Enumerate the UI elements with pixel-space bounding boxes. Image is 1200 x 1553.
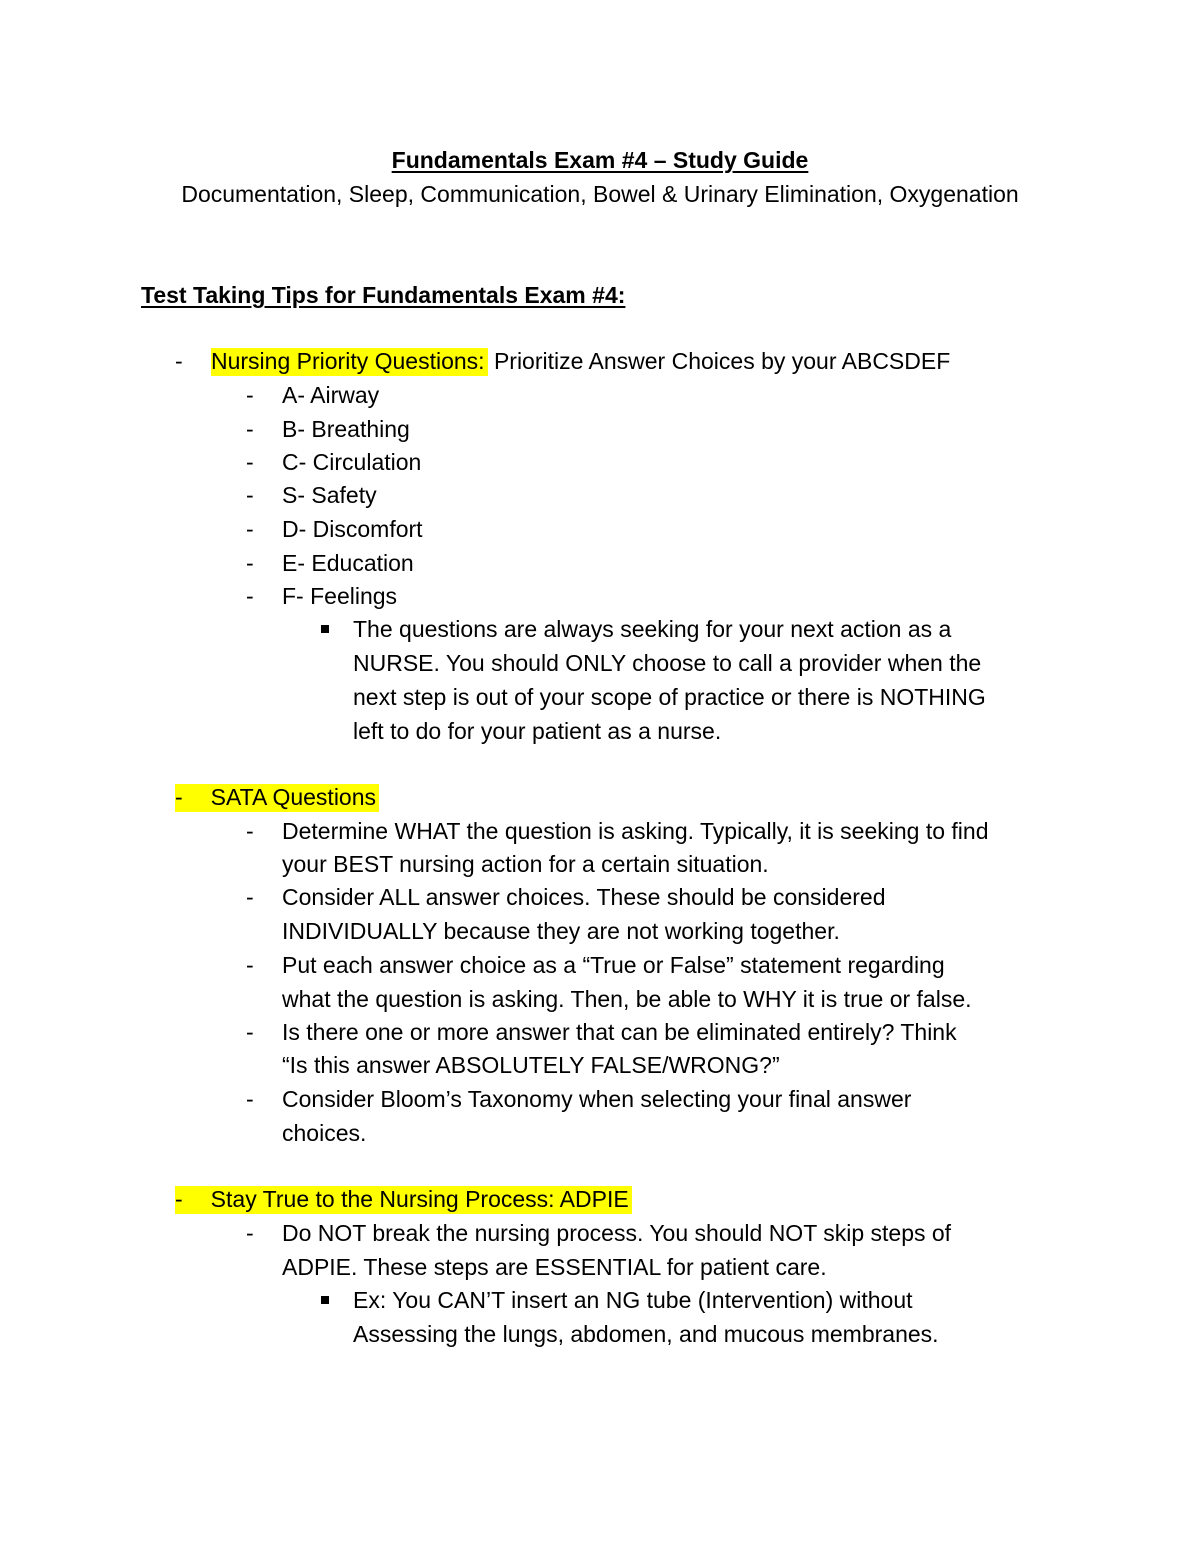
sata-label-highlight bbox=[175, 784, 379, 812]
bullet-dash: - bbox=[175, 348, 183, 374]
sata-line: “Is this answer ABSOLUTELY FALSE/WRONG?” bbox=[282, 1052, 780, 1078]
sata-bullet bbox=[175, 782, 379, 812]
priority-item: E- Education bbox=[282, 550, 414, 576]
bullet-dash: - bbox=[246, 482, 254, 508]
sata-line: INDIVIDUALLY because they are not working together. bbox=[282, 918, 840, 944]
bullet-dash: - bbox=[246, 550, 254, 576]
sata-line: Determine WHAT the question is asking. Typically, it is seeking to find bbox=[282, 818, 989, 844]
page-title: Fundamentals Exam #4 – Study Guide bbox=[391, 147, 809, 173]
sata-line: Consider ALL answer choices. These should be considered bbox=[282, 884, 886, 910]
adpie-example-line: Assessing the lungs, abdomen, and mucous membranes. bbox=[353, 1321, 939, 1347]
priority-text: Prioritize Answer Choices by your ABCSDEF bbox=[493, 348, 951, 374]
priority-item: S- Safety bbox=[282, 482, 377, 508]
bullet-dash: - bbox=[246, 952, 254, 978]
priority-item: B- Breathing bbox=[282, 416, 410, 442]
sata-line: Is there one or more answer that can be eliminated entirely? Think bbox=[282, 1019, 957, 1045]
sata-label: SATA Questions bbox=[210, 784, 377, 810]
bullet-dash: - bbox=[246, 1019, 254, 1045]
adpie-bullet bbox=[175, 1184, 632, 1214]
priority-note-line: next step is out of your scope of practice or there is NOTHING bbox=[353, 684, 986, 710]
bullet-dash: - bbox=[246, 416, 254, 442]
adpie-label-highlight bbox=[175, 1186, 632, 1214]
priority-item: A- Airway bbox=[282, 382, 380, 408]
priority-item: D- Discomfort bbox=[282, 516, 423, 542]
square-bullet-icon bbox=[321, 1296, 329, 1304]
adpie-line: Do NOT break the nursing process. You should NOT skip steps of bbox=[282, 1220, 952, 1246]
sata-line: your BEST nursing action for a certain situation. bbox=[282, 851, 769, 877]
bullet-dash: - bbox=[246, 818, 254, 844]
bullet-dash: - bbox=[246, 516, 254, 542]
bullet-dash: - bbox=[246, 1220, 254, 1246]
priority-item: C- Circulation bbox=[282, 449, 422, 475]
priority-label: Nursing Priority Questions: bbox=[211, 348, 488, 376]
adpie-example-line: Ex: You CAN’T insert an NG tube (Intervention) without bbox=[353, 1287, 913, 1313]
square-bullet-icon bbox=[321, 625, 329, 633]
priority-note-line: NURSE. You should ONLY choose to call a provider when the bbox=[353, 650, 982, 676]
section-heading: Test Taking Tips for Fundamentals Exam #4: bbox=[141, 282, 626, 308]
bullet-dash: - bbox=[175, 1186, 183, 1212]
bullet-dash: - bbox=[246, 884, 254, 910]
bullet-dash: - bbox=[246, 583, 254, 609]
sata-line: what the question is asking. Then, be able to WHY it is true or false. bbox=[282, 986, 972, 1012]
priority-bullet bbox=[211, 346, 950, 376]
bullet-dash: - bbox=[246, 382, 254, 408]
priority-note-line: The questions are always seeking for your next action as a bbox=[353, 616, 952, 642]
bullet-dash: - bbox=[246, 449, 254, 475]
adpie-label: Stay True to the Nursing Process: ADPIE bbox=[210, 1186, 629, 1212]
bullet-dash: - bbox=[246, 1086, 254, 1112]
page-subtitle: Documentation, Sleep, Communication, Bowel & Urinary Elimination, Oxygenation bbox=[181, 181, 1019, 207]
sata-line: Consider Bloom’s Taxonomy when selecting your final answer bbox=[282, 1086, 912, 1112]
sata-line: Put each answer choice as a “True or False” statement regarding bbox=[282, 952, 945, 978]
bullet-dash: - bbox=[175, 784, 183, 810]
sata-line: choices. bbox=[282, 1120, 367, 1146]
priority-note-line: left to do for your patient as a nurse. bbox=[353, 718, 722, 744]
priority-item: F- Feelings bbox=[282, 583, 398, 609]
adpie-line: ADPIE. These steps are ESSENTIAL for patient care. bbox=[282, 1254, 827, 1280]
